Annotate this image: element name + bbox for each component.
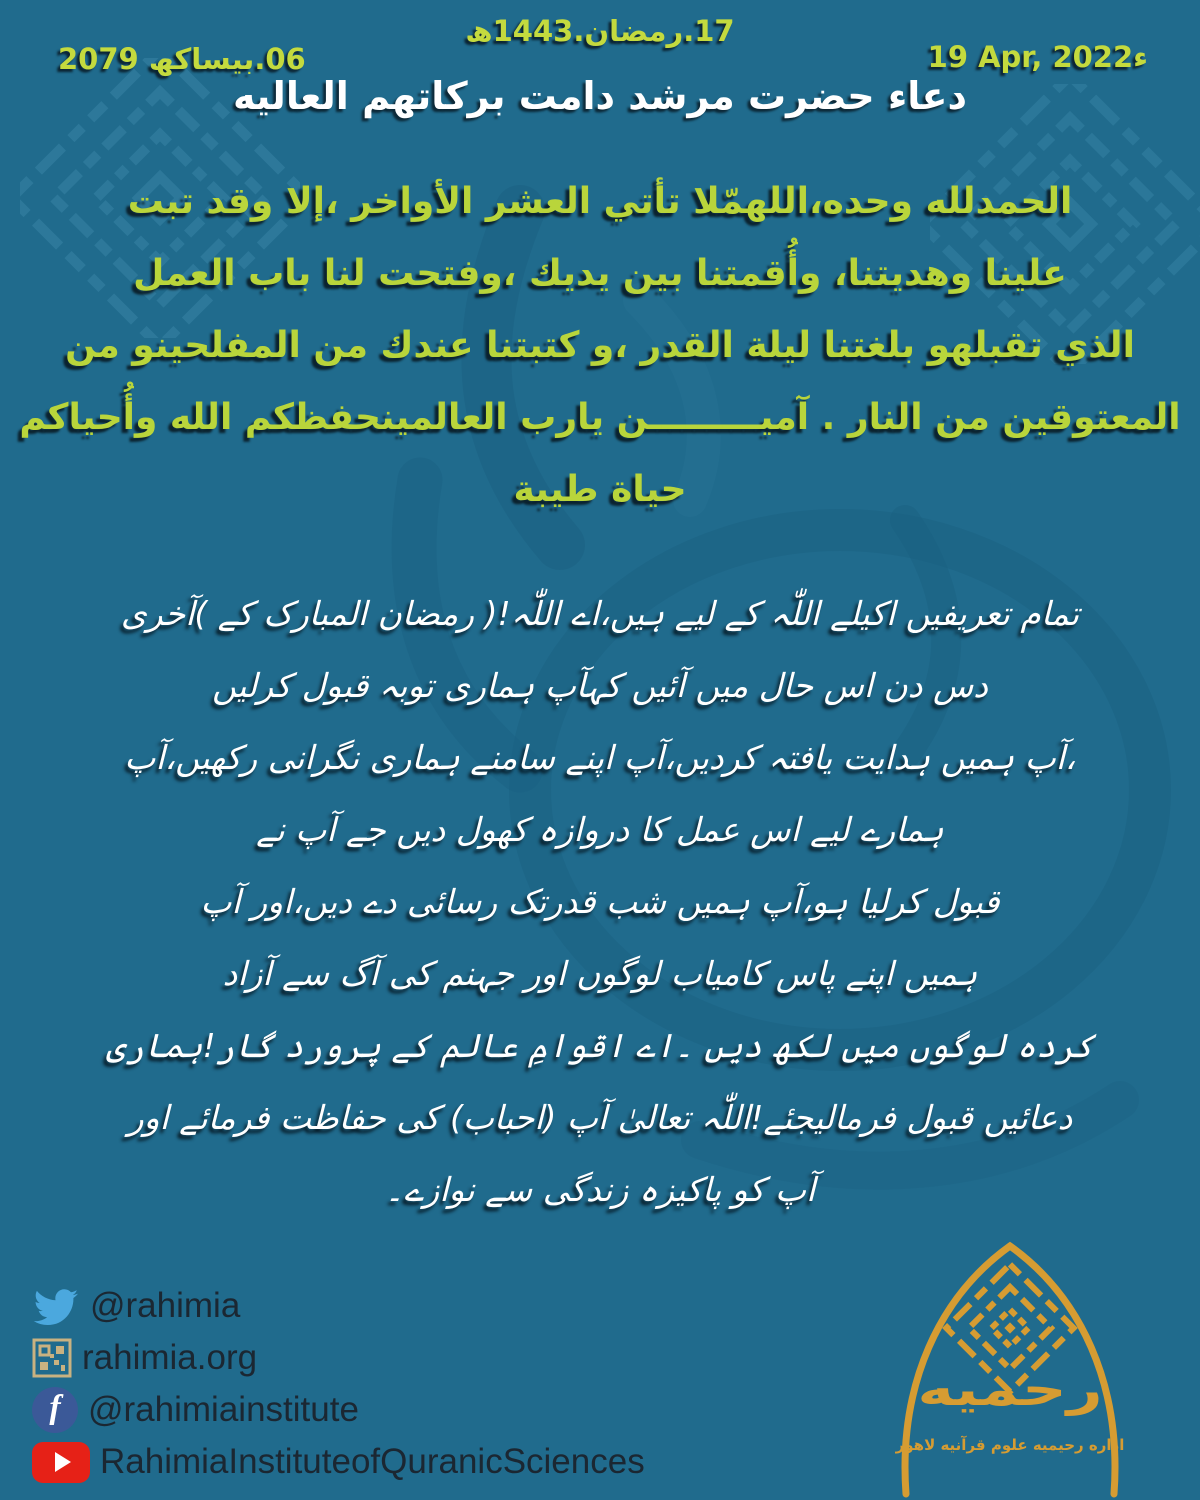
urdu-line: ہمارے لیے اس عمل کا دروازہ کھول دیں جے آپ نے <box>256 810 944 849</box>
social-handle-label: rahimia.org <box>82 1338 258 1377</box>
urdu-line: تمام تعریفیں اکیلے اللّٰہ کے لیے ہیں،اے اللّٰہ!( رمضان المبارک کے )آخری <box>120 594 1080 633</box>
urdu-line: ہمیں اپنے پاس کامیاب لوگوں اور جہنم کی آگ سے آزاد <box>222 954 978 993</box>
bikrami-date: 06.بیساکھ 2079 <box>58 42 306 76</box>
urdu-line: آپ کو پاکیزہ زندگی سے نوازے۔ <box>384 1170 816 1209</box>
arabic-line: حياة طيبة <box>513 469 687 510</box>
website-link[interactable] <box>32 1334 645 1382</box>
social-handle-label: RahimiaInstituteofQuranicSciences <box>100 1442 645 1481</box>
urdu-line: دعائیں قبول فرمالیجئے!اللّٰہ تعالیٰ آپ (احباب) کی حفاظت فرمائے اور <box>127 1098 1073 1137</box>
urdu-translation-text <box>0 578 1200 1226</box>
twitter-handle[interactable] <box>32 1282 645 1330</box>
arabic-line: المعتوقين من النار . آميـــــــــن يارب العالمينحفظكم الله وأُحياكم <box>19 397 1181 438</box>
rahimia-logo <box>880 1232 1140 1500</box>
arabic-line: الذي تقبلهو بلغتنا ليلة القدر ،و كتبتنا عندك من المفلحينو من <box>65 325 1135 366</box>
arabic-prayer-text <box>0 166 1200 526</box>
page-title: دعاء حضرت مرشد دامت برکاتهم العالیه <box>233 74 967 118</box>
facebook-icon: f <box>32 1387 78 1433</box>
social-handle-label: @rahimia <box>90 1286 241 1325</box>
social-links <box>32 1282 645 1490</box>
urdu-line: دس دن اس حال میں آئیں کہآپ ہماری توبہ قبول کرلیں <box>212 666 988 705</box>
logo-subtitle: اداره رحیمیه علوم قرآنیه لاهور <box>895 1436 1125 1454</box>
hijri-date: 17.رمضان.1443ھ <box>465 14 735 48</box>
social-handle-label: @rahimiainstitute <box>88 1390 359 1429</box>
arabic-line: علينا وهديتنا، وأُقمتنا بين يديك ،وفتحت لنا باب العمل <box>133 253 1067 294</box>
arabic-line: الحمدلله وحده،اللهمّلا تأتي العشر الأواخر ،إلا وقد تبت <box>127 181 1073 222</box>
youtube-channel[interactable] <box>32 1438 645 1486</box>
logo-name: رحمیه <box>917 1362 1103 1416</box>
gregorian-date: 19 Apr, 2022ء <box>927 40 1148 74</box>
urdu-line: ،آپ ہمیں ہدایت یافتہ کردیں،آپ اپنے سامنے ہماری نگرانی رکھیں،آپ <box>124 738 1076 777</box>
urdu-line: کردہ لوگوں میں لکھ دیں ۔اے اقوامِ عالم کے پرورد گار!ہماری <box>105 1026 1095 1065</box>
youtube-icon <box>32 1442 90 1483</box>
urdu-line: قبول کرلیا ہو،آپ ہمیں شب قدرتک رسائی دے دیں،اور آپ <box>200 882 1000 921</box>
facebook-handle[interactable] <box>32 1386 645 1434</box>
twitter-bird-icon <box>32 1286 80 1326</box>
website-qr-icon <box>32 1338 72 1378</box>
